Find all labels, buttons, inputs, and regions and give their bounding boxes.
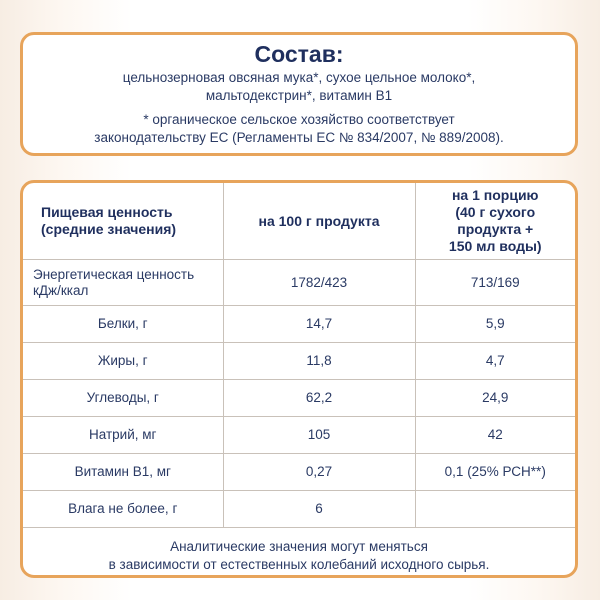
row-fat-per100: 11,8 xyxy=(223,343,415,380)
row-sodium-portion: 42 xyxy=(415,417,575,454)
ingredients-text xyxy=(23,69,575,105)
row-carbs-per100: 62,2 xyxy=(223,380,415,417)
header-portion-line-1: на 1 порцию xyxy=(451,187,539,203)
analytical-values-note xyxy=(23,528,575,579)
header-param-line-2: (средние значения) xyxy=(41,221,177,237)
footer-line-2: в зависимости от естественных колебаний исходного сырья. xyxy=(108,557,490,572)
header-per-portion xyxy=(415,183,575,260)
table-footer-row xyxy=(23,528,575,579)
table-row xyxy=(23,306,575,343)
header-portion-line-3: продукта + xyxy=(457,221,534,237)
row-carbs-portion: 24,9 xyxy=(415,380,575,417)
row-fat-name: Жиры, г xyxy=(23,343,223,380)
ingredients-line-1: цельнозерновая овсяная мука*, сухое цельное молоко*, xyxy=(122,70,476,85)
header-per-100g: на 100 г продукта xyxy=(223,183,415,260)
header-nutritional-value xyxy=(23,183,223,260)
organic-footnote xyxy=(23,111,575,147)
header-portion-line-2: (40 г сухого xyxy=(455,204,536,220)
table-row xyxy=(23,343,575,380)
row-protein-name: Белки, г xyxy=(23,306,223,343)
nutrition-box xyxy=(20,180,578,578)
row-moisture-per100: 6 xyxy=(223,491,415,528)
row-vitamin-b1-portion: 0,1 (25% РСН**) xyxy=(415,454,575,491)
energy-name-line-2: кДж/ккал xyxy=(33,282,89,298)
row-carbs-name: Углеводы, г xyxy=(23,380,223,417)
row-vitamin-b1-name: Витамин В1, мг xyxy=(23,454,223,491)
nutrition-table xyxy=(23,183,575,578)
row-moisture-portion xyxy=(415,491,575,528)
row-vitamin-b1-per100: 0,27 xyxy=(223,454,415,491)
table-row xyxy=(23,417,575,454)
table-row xyxy=(23,454,575,491)
footnote-line-2: законодательству ЕС (Регламенты ЕС № 834/2007, № 889/2008). xyxy=(94,130,504,145)
header-portion-line-4: 150 мл воды) xyxy=(448,238,542,254)
table-row xyxy=(23,380,575,417)
row-protein-portion: 5,9 xyxy=(415,306,575,343)
row-protein-per100: 14,7 xyxy=(223,306,415,343)
composition-title: Состав: xyxy=(254,41,344,67)
table-row xyxy=(23,260,575,306)
row-fat-portion: 4,7 xyxy=(415,343,575,380)
table-row xyxy=(23,491,575,528)
table-header-row xyxy=(23,183,575,260)
row-sodium-per100: 105 xyxy=(223,417,415,454)
footer-line-1: Аналитические значения могут меняться xyxy=(170,539,428,554)
row-energy-portion: 713/169 xyxy=(415,260,575,306)
row-moisture-name: Влага не более, г xyxy=(23,491,223,528)
row-energy-name xyxy=(23,260,223,306)
footnote-line-1: * органическое сельское хозяйство соответствует xyxy=(143,112,455,127)
header-param-line-1: Пищевая ценность xyxy=(41,204,173,220)
ingredients-line-2: мальтодекстрин*, витамин В1 xyxy=(205,88,393,103)
composition-box xyxy=(20,32,578,156)
row-sodium-name: Натрий, мг xyxy=(23,417,223,454)
row-energy-per100: 1782/423 xyxy=(223,260,415,306)
energy-name-line-1: Энергетическая ценность xyxy=(33,266,195,282)
